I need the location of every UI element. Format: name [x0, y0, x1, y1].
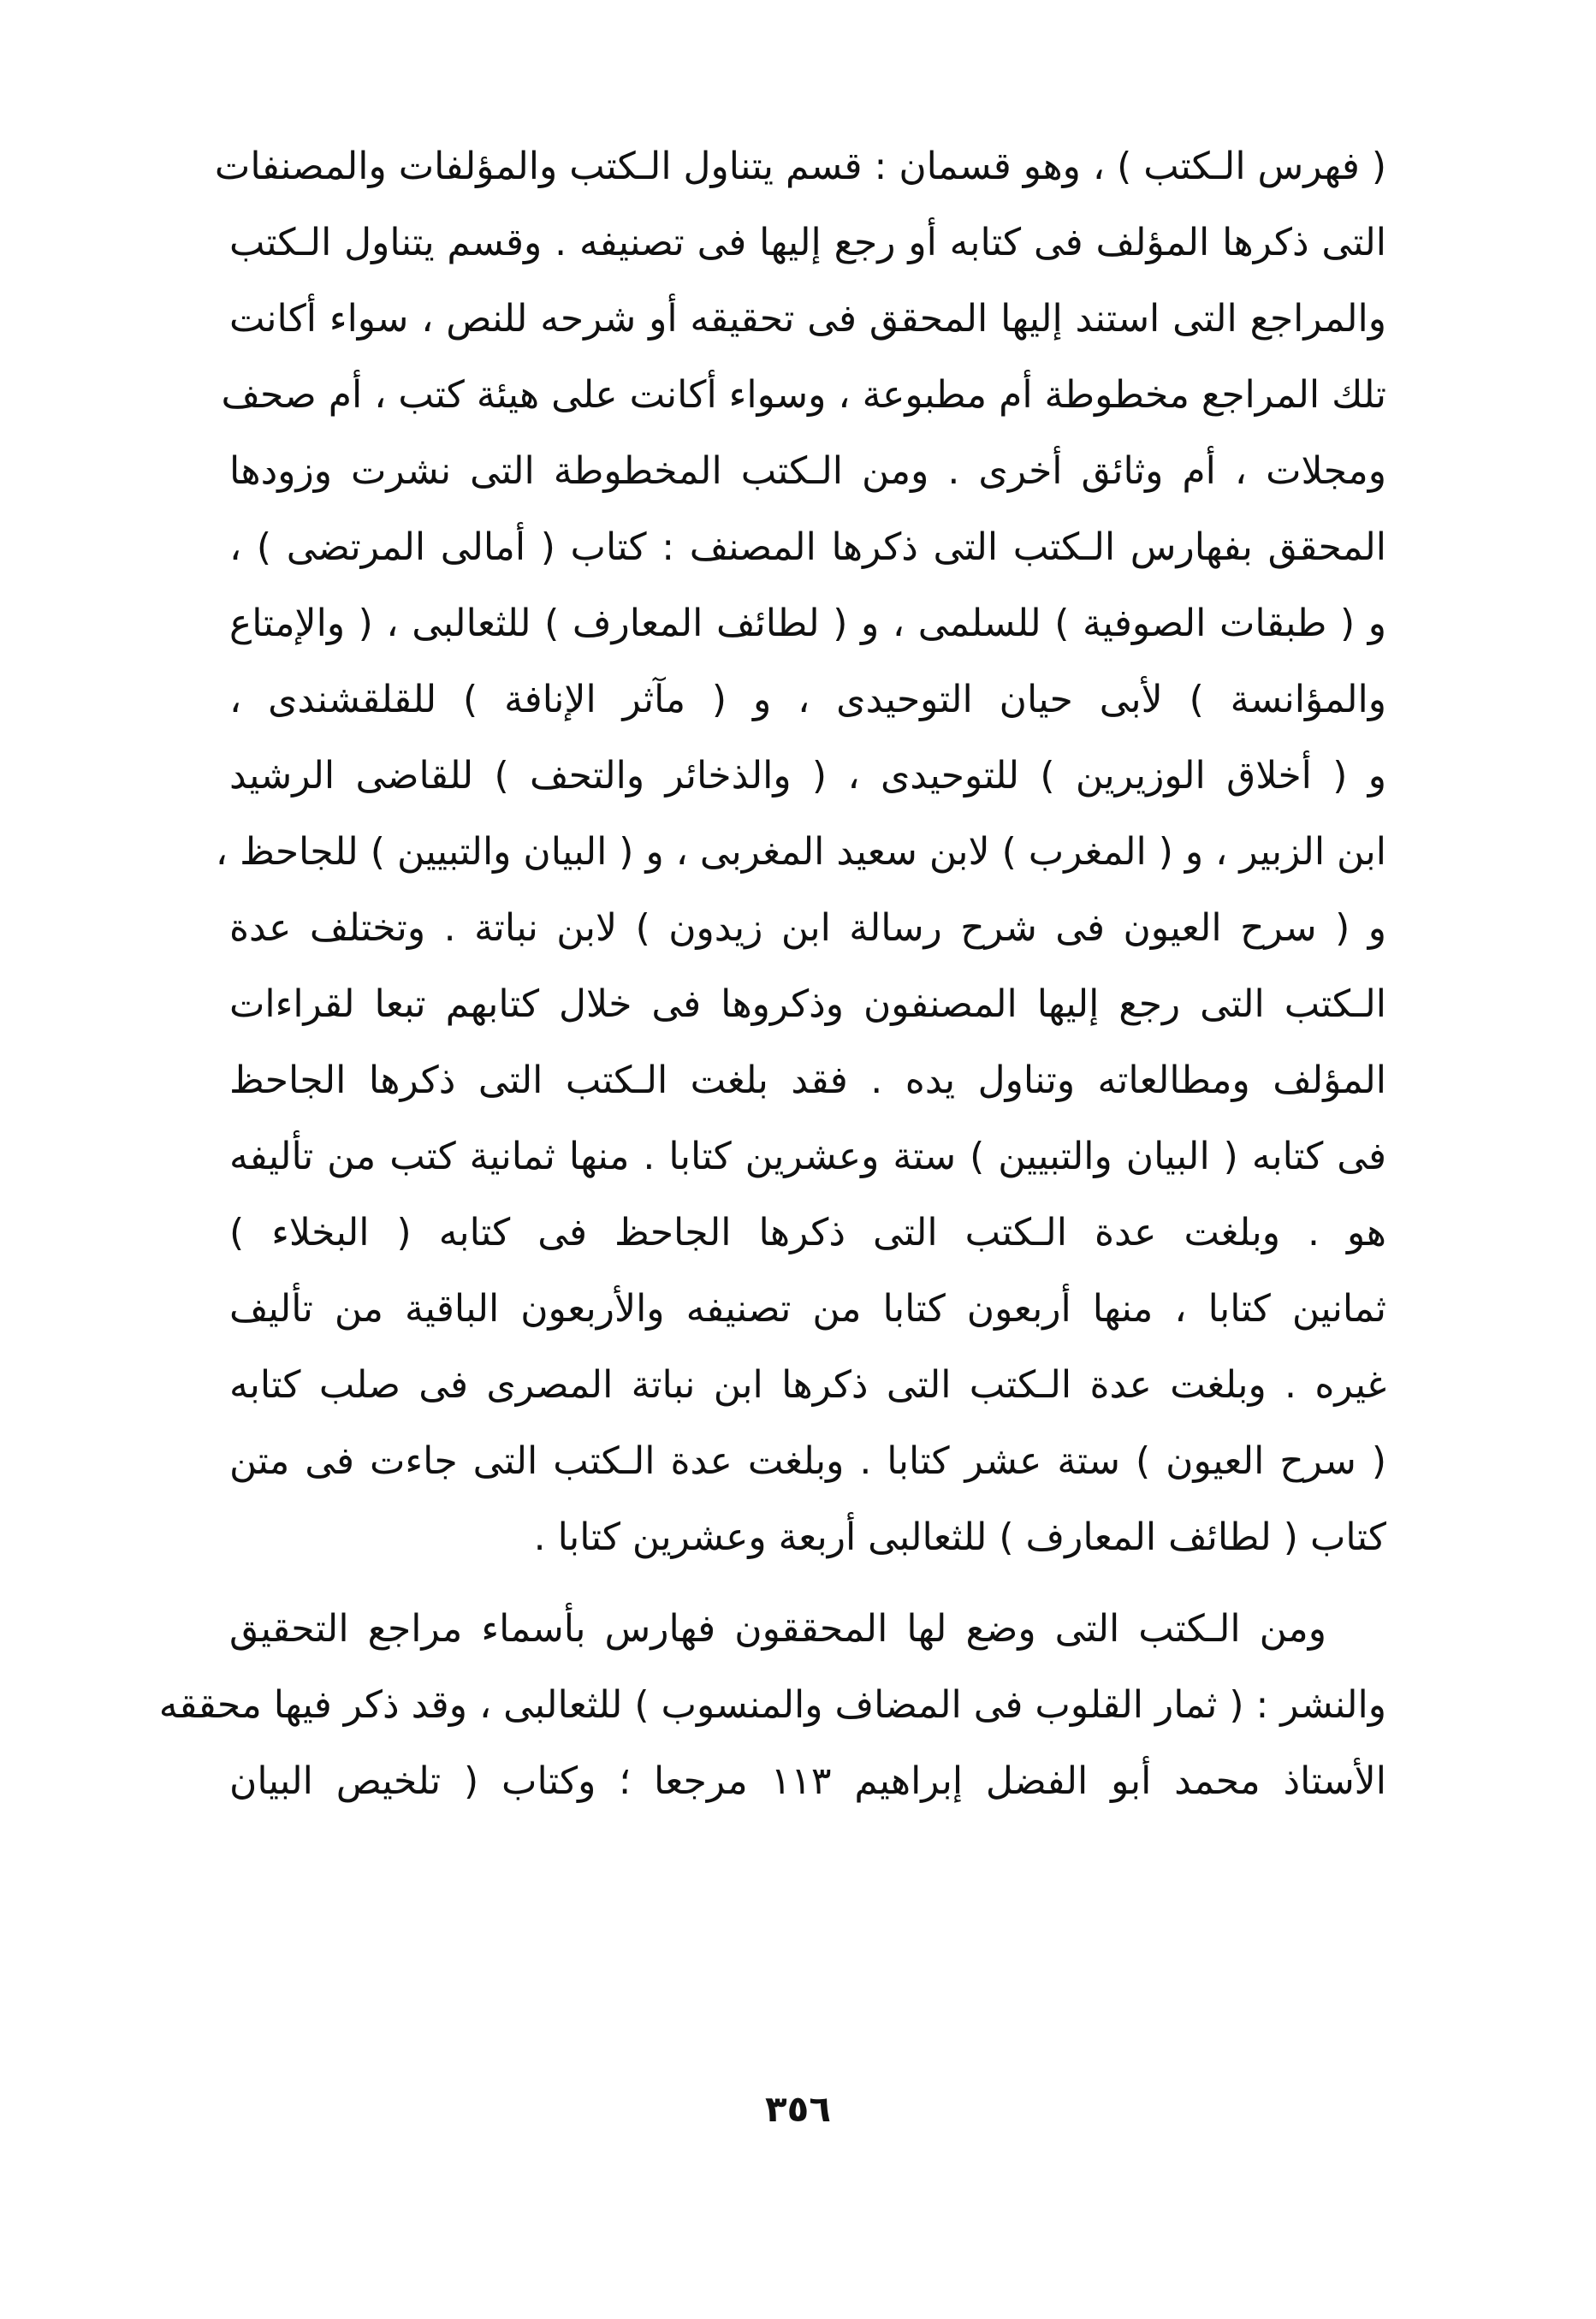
text-line: ومن الـكتب التى وضع لها المحققون فهارس بأسماء مراجع التحقيق: [229, 1607, 1326, 1651]
page-number: ٣٥٦: [765, 2088, 831, 2130]
text-line: فى كتابه ( البيان والتبيين ) ستة وعشرين كتابا . منها ثمانية كتب من تأليفه: [229, 1135, 1386, 1178]
body-text: [158, 128, 1387, 1819]
text-line: ثمانين كتابا ، منها أربعون كتابا من تصنيفه والأربعون الباقية من تأليف: [229, 1287, 1386, 1331]
text-line: الأستاذ محمد أبو الفضل إبراهيم ١١٣ مرجعا ؛ وكتاب ( تلخيص البيان: [229, 1759, 1387, 1803]
text-line: هو . وبلغت عدة الـكتب التى ذكرها الجاحظ فى كتابه ( البخلاء ): [229, 1211, 1386, 1254]
text-line: المؤلف ومطالعاته وتناول يده . فقد بلغت الـكتب التى ذكرها الجاحظ: [229, 1059, 1386, 1102]
text-line: ( فهرس الـكتب ) ، وهو قسمان : قسم يتناول الـكتب والمؤلفات والمصنفات: [214, 145, 1386, 188]
text-line: والمؤانسة ) لأبى حيان التوحيدى ، و ( مآثر الإنافة ) للقلقشندى ،: [229, 678, 1386, 721]
text-line: التى ذكرها المؤلف فى كتابه أو رجع إليها فى تصنيفه . وقسم يتناول الـكتب: [229, 221, 1386, 264]
text-line: تلك المراجع مخطوطة أم مطبوعة ، وسواء أكانت على هيئة كتب ، أم صحف: [221, 373, 1386, 417]
text-line: و ( سرح العيون فى شرح رسالة ابن زيدون ) لابن نباتة . وتختلف عدة: [229, 906, 1386, 950]
text-line: غيره . وبلغت عدة الـكتب التى ذكرها ابن نباتة المصرى فى صلب كتابه: [229, 1363, 1386, 1407]
paragraph-1: [214, 128, 1386, 1575]
text-line: ابن الزبير ، و ( المغرب ) لابن سعيد المغربى ، و ( البيان والتبيين ) للجاحظ ،: [215, 830, 1386, 874]
text-line: الـكتب التى رجع إليها المصنفون وذكروها فى خلال كتابهم تبعا لقراءات: [229, 982, 1386, 1026]
paragraph-2: [158, 1591, 1387, 1819]
text-line: ( سرح العيون ) ستة عشر كتابا . وبلغت عدة الـكتب التى جاءت فى متن: [229, 1439, 1386, 1483]
text-line: و ( طبقات الصوفية ) للسلمى ، و ( لطائف المعارف ) للثعالبى ، ( والإمتاع: [229, 602, 1386, 645]
text-line: و ( أخلاق الوزيرين ) للتوحيدى ، ( والذخائر والتحف ) للقاضى الرشيد: [229, 754, 1386, 798]
text-line: والنشر : ( ثمار القلوب فى المضاف والمنسوب ) للثعالبى ، وقد ذكر فيها محققه: [158, 1683, 1386, 1727]
text-line: ومجلات ، أم وثائق أخرى . ومن الـكتب المخطوطة التى نشرت وزودها: [229, 449, 1386, 493]
text-line: والمراجع التى استند إليها المحقق فى تحقيقه أو شرحه للنص ، سواء أكانت: [229, 297, 1386, 341]
text-line: المحقق بفهارس الـكتب التى ذكرها المصنف : كتاب ( أمالى المرتضى ) ،: [229, 525, 1386, 569]
text-line: كتاب ( لطائف المعارف ) للثعالبى أربعة وعشرين كتابا .: [533, 1515, 1386, 1559]
